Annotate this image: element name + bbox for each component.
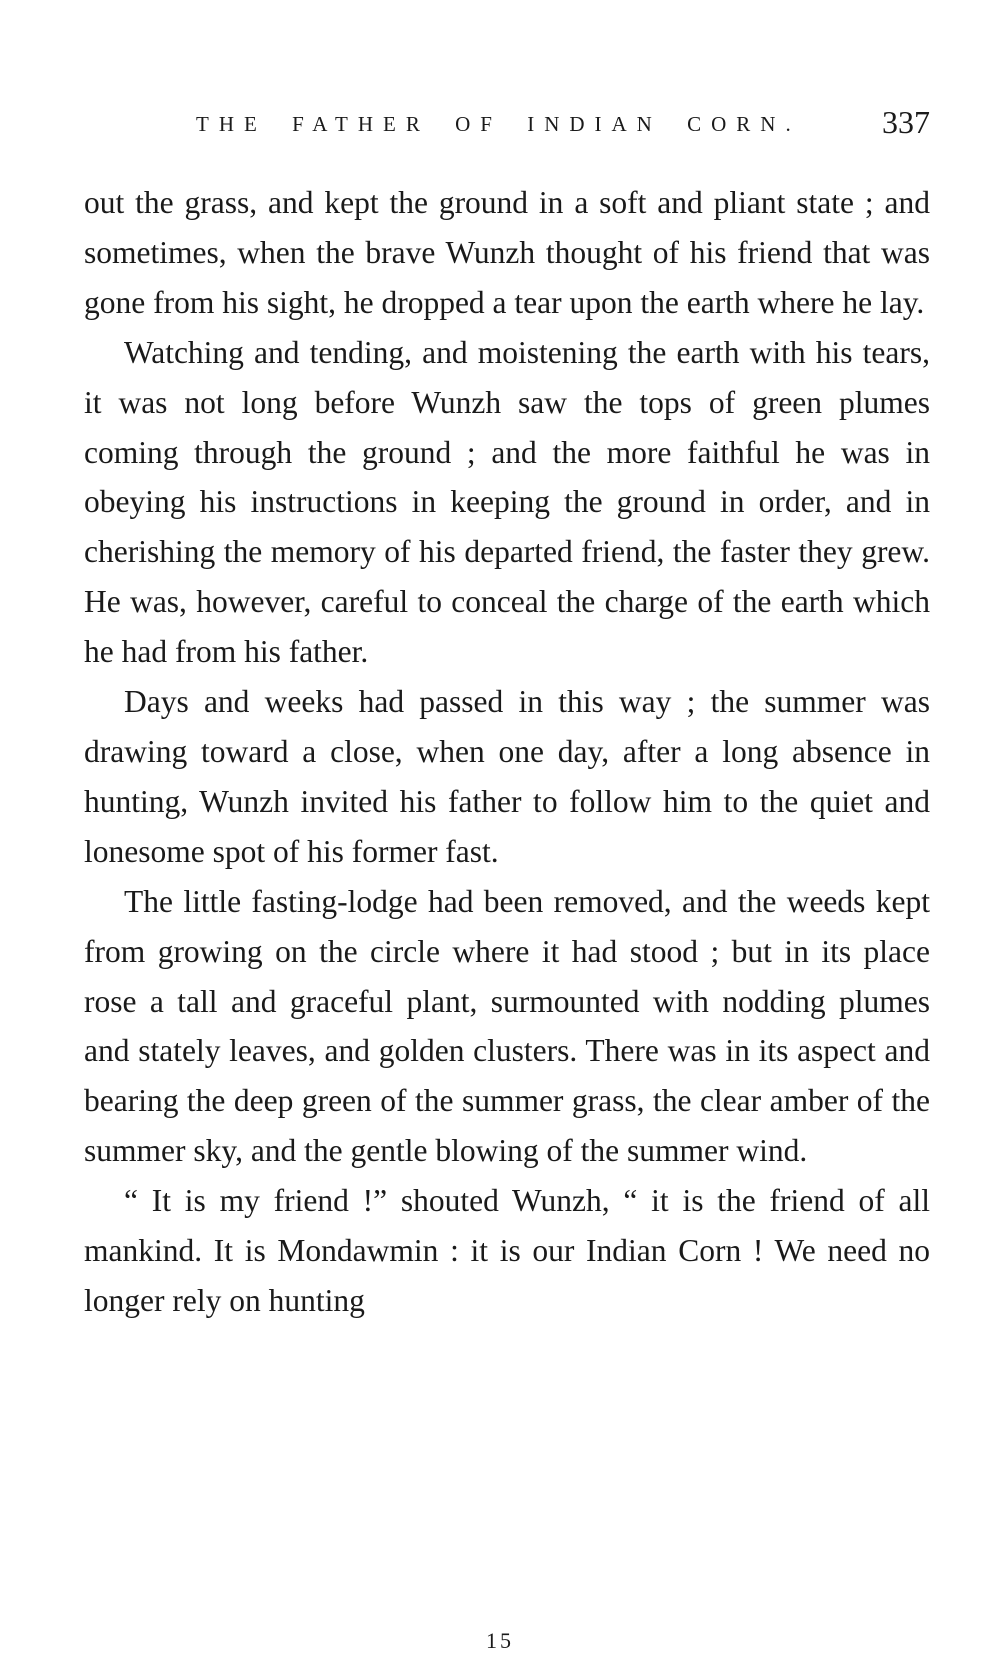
- body-text: [84, 178, 930, 1326]
- paragraph-1: out the grass, and kept the ground in a soft and pliant state ; and sometimes, when the brave Wunzh thought of his friend that was gone from his sight, he dropped a tear upon the earth where he lay.: [84, 185, 930, 320]
- paragraph-4: The little fasting-lodge had been removed, and the weeds kept from growing on the circle where it had stood ; but in its place rose a tall and graceful plant, surmounted with nodding plumes and stately leaves, and golden clusters. There was in its aspect and bearing the deep green of the summer grass, the clear amber of the summer sky, and the gentle blowing of the summer wind.: [84, 883, 930, 1169]
- signature-mark: 15: [486, 1628, 514, 1653]
- paragraph-2: Watching and tending, and moistening the earth with his tears, it was not long before Wunzh saw the tops of green plumes coming through the ground ; and the more faithful he was in obeying his instructions in keeping the ground in order, and in cherishing the memory of his departed friend, the faster they grew. He was, however, careful to conceal the charge of the earth which he had from his father.: [84, 334, 930, 670]
- page-number: 337: [882, 104, 930, 140]
- paragraph-3: Days and weeks had passed in this way ; the summer was drawing toward a close, when one day, after a long absence in hunting, Wunzh invited his father to follow him to the quiet and lonesome spot of his former fast.: [84, 684, 930, 869]
- running-head: [84, 104, 930, 144]
- paragraph-5: “ It is my friend !” shouted Wunzh, “ it is the friend of all mankind. It is Mondawmin : it is our Indian Corn ! We need no longer rely on hunting: [84, 1183, 930, 1318]
- running-title: THE FATHER OF INDIAN CORN.: [196, 112, 801, 136]
